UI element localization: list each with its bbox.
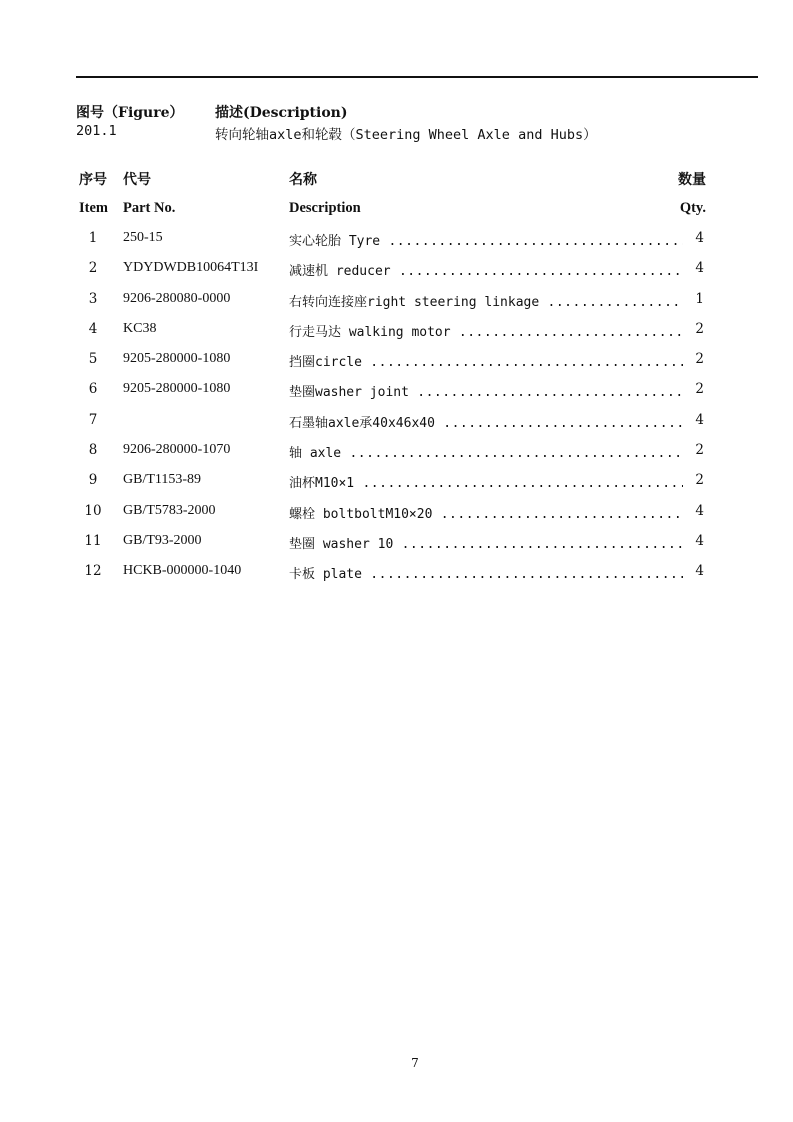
table-header-cn	[0, 169, 793, 189]
figure-label: 图号（Figure）	[76, 105, 184, 121]
part-number: YDYDWDB10064T13I	[123, 260, 259, 276]
part-description: 垫圈 washer 10 .....	[289, 533, 683, 552]
item-number: 4	[88, 320, 98, 337]
table-row	[0, 319, 793, 349]
table-row	[0, 410, 793, 440]
table-row	[0, 379, 793, 409]
page-number: 7	[411, 1056, 419, 1070]
part-quantity: 4	[695, 502, 704, 519]
part-description: 油杯M10×1 .....	[289, 472, 683, 491]
part-number: GB/T93-2000	[123, 532, 202, 548]
item-number: 11	[84, 532, 102, 549]
part-description: 轴 axle .....	[289, 442, 683, 461]
figure-header	[76, 102, 348, 122]
part-quantity: 4	[695, 532, 704, 549]
header-desc-en: Description	[289, 200, 361, 216]
description-label: 描述(Description)	[215, 105, 348, 121]
part-quantity: 2	[695, 381, 704, 398]
part-number: 250-15	[123, 230, 163, 245]
table-row	[0, 258, 793, 288]
part-number: KC38	[123, 320, 157, 336]
part-description: 行走马达 walking motor .....	[289, 321, 683, 340]
header-item-cn: 序号	[79, 172, 107, 188]
part-number: HCKB-000000-1040	[123, 563, 242, 579]
figure-title: 转向轮轴axle和轮毂（Steering Wheel Axle and Hubs）	[215, 127, 597, 143]
part-quantity: 1	[695, 290, 704, 307]
part-quantity: 4	[695, 563, 704, 580]
item-number: 1	[88, 230, 98, 246]
table-header-en	[0, 200, 793, 220]
header-part-cn: 代号	[123, 172, 151, 188]
part-quantity: 4	[695, 230, 704, 246]
part-number: GB/T5783-2000	[123, 502, 216, 518]
item-number: 5	[88, 351, 98, 368]
item-number: 12	[84, 563, 102, 580]
item-number: 3	[88, 290, 98, 307]
table-row	[0, 228, 793, 258]
header-item-en: Item	[79, 200, 108, 216]
part-number: 9206-280080-0000	[123, 290, 231, 306]
part-quantity: 2	[695, 351, 704, 368]
part-number: GB/T1153-89	[123, 472, 202, 488]
header-qty-en: Qty.	[679, 200, 706, 216]
table-row	[0, 289, 793, 319]
table-row	[0, 501, 793, 531]
table-row	[0, 440, 793, 470]
part-description: 螺栓 boltboltM10×20 .....	[289, 503, 683, 522]
part-description: 垫圈washer joint .....	[289, 381, 683, 400]
header-part-en: Part No.	[123, 200, 176, 216]
part-description: 右转向连接座right steering linkage .....	[289, 291, 683, 310]
part-number: 9205-280000-1080	[123, 351, 231, 367]
item-number: 6	[88, 381, 98, 398]
top-rule	[76, 76, 758, 78]
part-quantity: 2	[695, 472, 704, 489]
item-number: 10	[84, 502, 102, 519]
part-number: 9205-280000-1080	[123, 381, 231, 397]
table-row	[0, 349, 793, 379]
item-number: 8	[88, 442, 98, 459]
parts-table	[0, 228, 793, 592]
figure-line	[76, 123, 597, 143]
header-desc-cn: 名称	[289, 172, 317, 188]
table-row	[0, 470, 793, 500]
figure-number: 201.1	[76, 123, 117, 139]
part-description: 卡板 plate .....	[289, 563, 683, 582]
part-description: 减速机 reducer .....	[289, 260, 683, 279]
item-number: 9	[88, 472, 98, 489]
part-description: 挡圈circle .....	[289, 351, 683, 370]
part-description: 实心轮胎 Tyre .....	[289, 230, 683, 249]
item-number: 2	[88, 260, 98, 277]
header-qty-cn: 数量	[678, 172, 706, 188]
part-quantity: 4	[695, 260, 704, 277]
part-number: 9206-280000-1070	[123, 442, 231, 458]
part-quantity: 4	[695, 411, 704, 428]
table-row	[0, 531, 793, 561]
table-row	[0, 561, 793, 591]
item-number: 7	[88, 411, 98, 428]
part-description: 石墨轴axle承40x46x40 .....	[289, 412, 683, 431]
part-quantity: 2	[695, 320, 704, 337]
part-quantity: 2	[695, 442, 704, 459]
